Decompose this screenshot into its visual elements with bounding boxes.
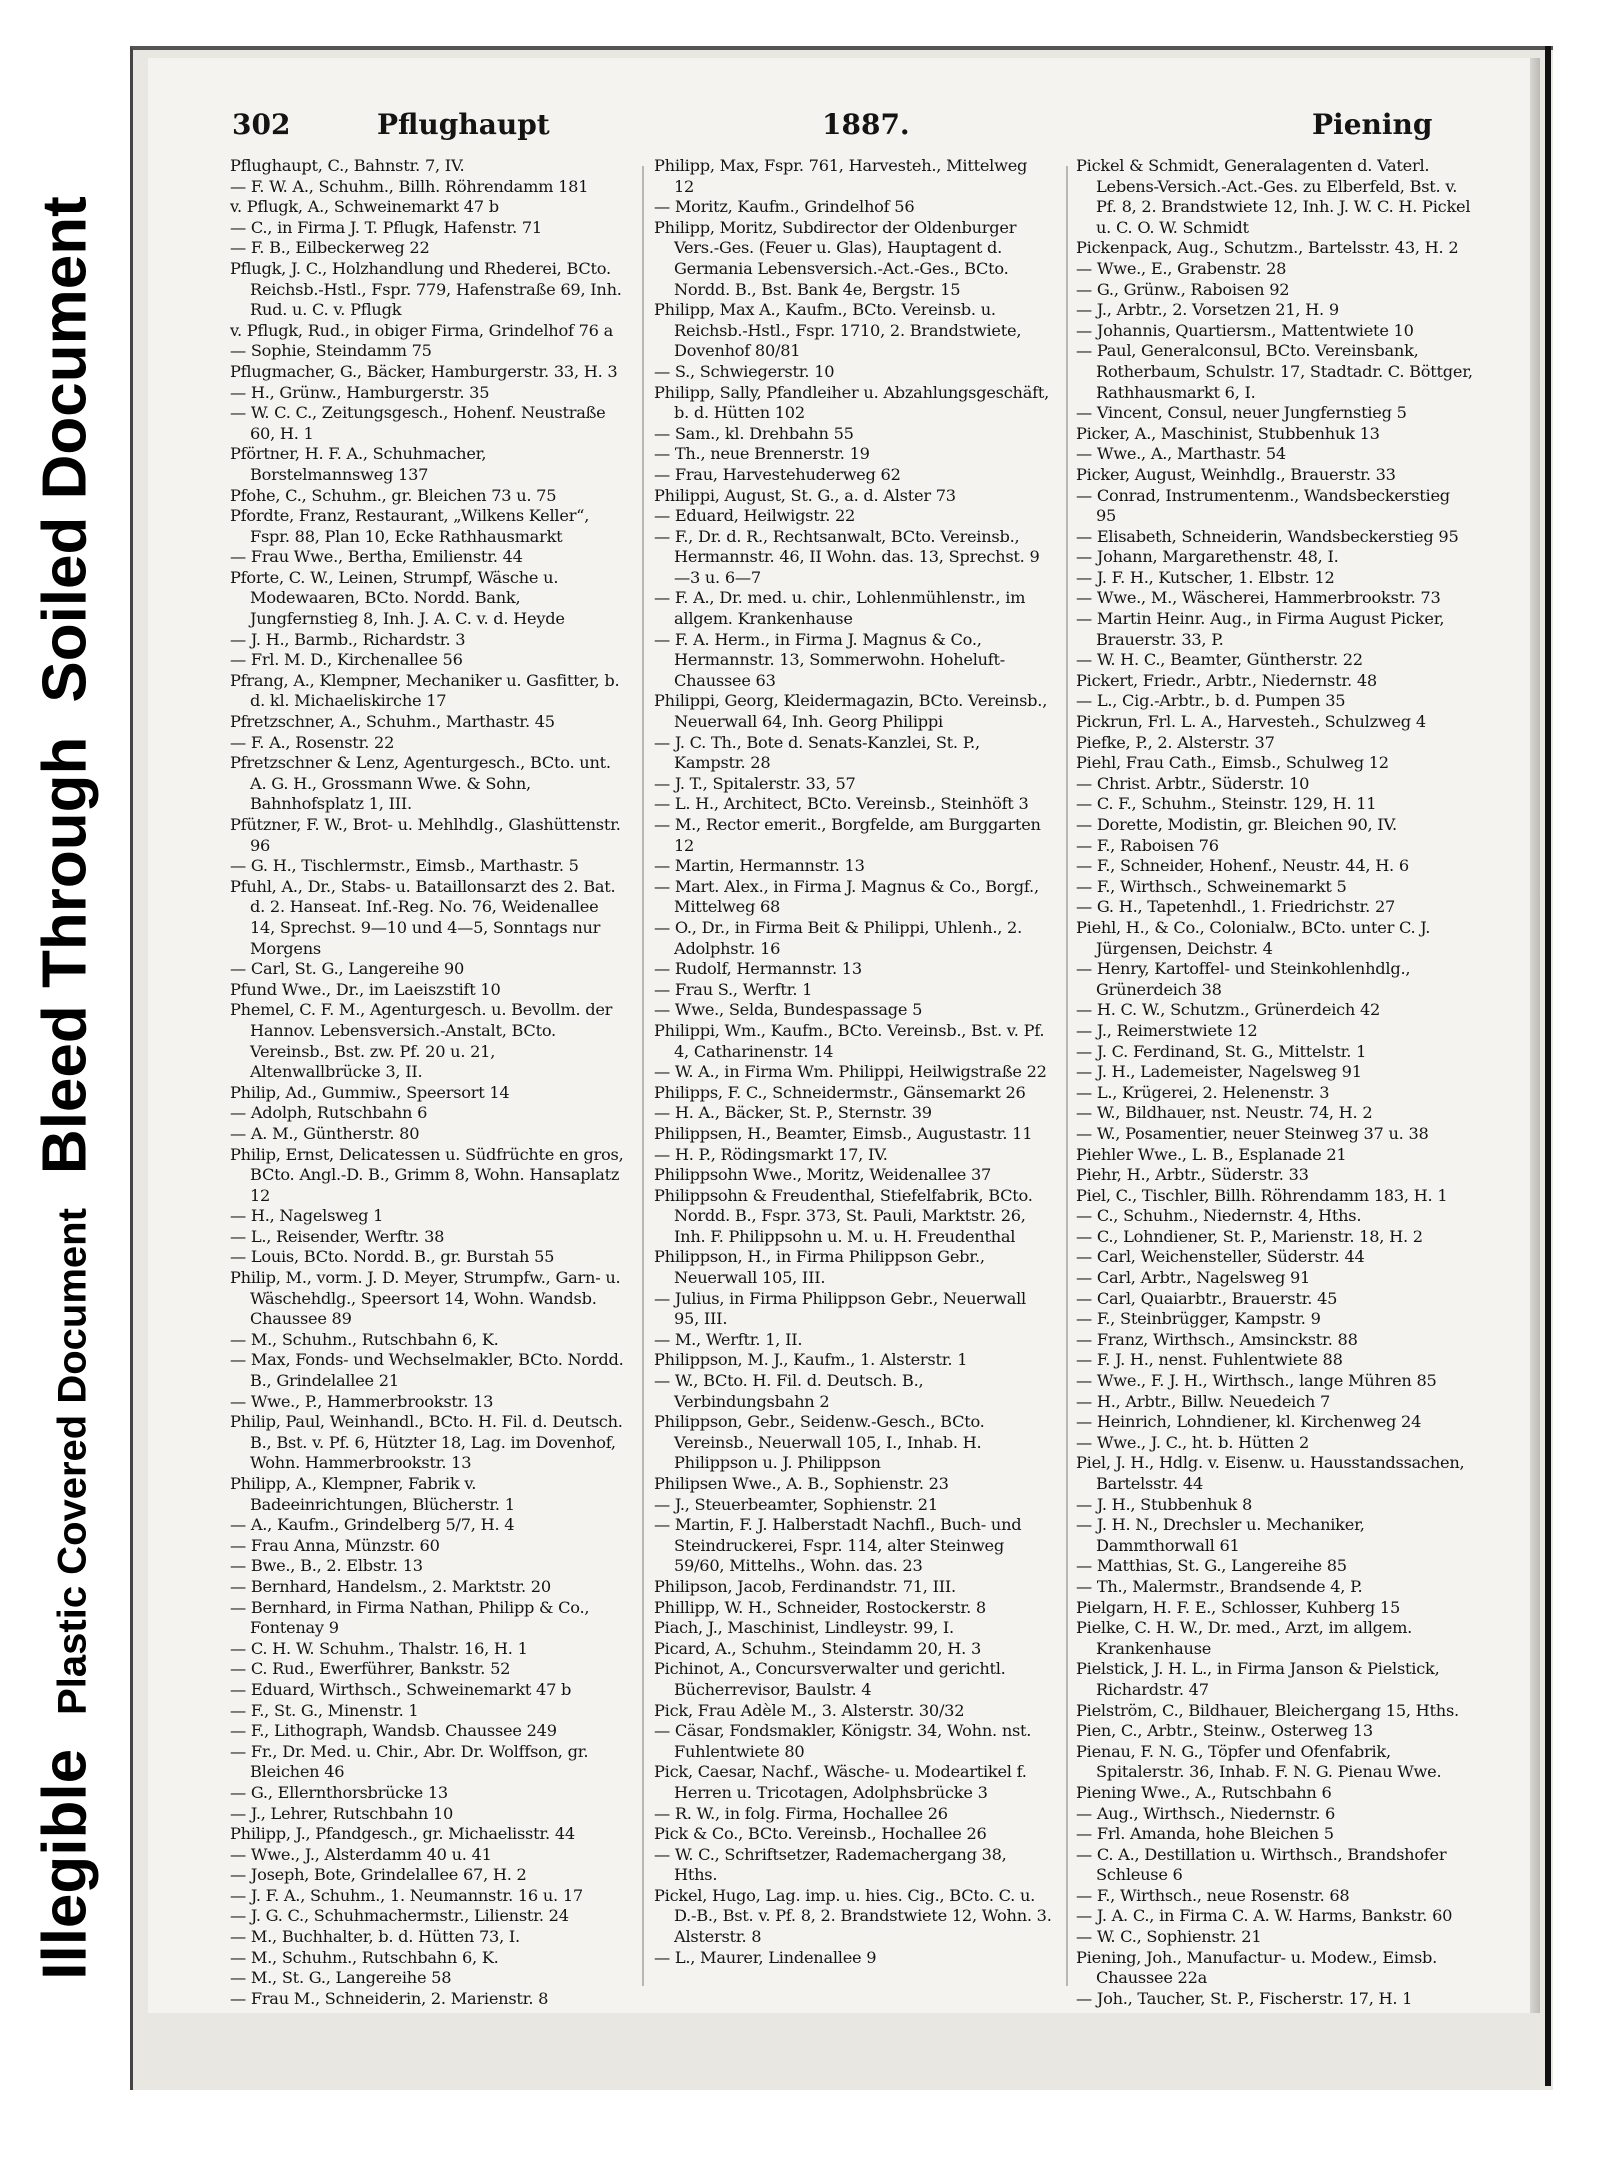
directory-entry: — Johannis, Quartiersm., Mattentwiete 10 <box>1076 320 1414 340</box>
directory-entry: — H., Nagelsweg 1 <box>230 1206 384 1226</box>
directory-entry: — Wwe., J., Alsterdamm 40 u. 41 <box>230 1844 492 1864</box>
directory-entry: — L., Krügerei, 2. Helenenstr. 3 <box>1076 1082 1330 1102</box>
directory-entry: Pfützner, F. W., Brot- u. Mehlhdlg., Glashüttenstr. 96 <box>230 815 621 855</box>
directory-entry: — A. M., Güntherstr. 80 <box>230 1123 420 1143</box>
directory-entry: Philippi, August, St. G., a. d. Alster 73 <box>654 485 956 505</box>
banner-illegible: Illegible <box>30 1748 100 1980</box>
directory-entry: Philipsen Wwe., A. B., Sophienstr. 23 <box>654 1474 949 1493</box>
directory-entry: Pförtner, H. F. A., Schuhmacher, Borstelmannsweg 137 <box>230 444 487 484</box>
directory-entry: — F. A., Rosenstr. 22 <box>230 732 395 752</box>
directory-page <box>148 58 1540 2013</box>
directory-entry: Phillipp, W. H., Schneider, Rostockerstr. 8 <box>654 1597 986 1617</box>
directory-entry: — C., in Firma J. T. Pflugk, Hafenstr. 71 <box>230 217 542 237</box>
directory-entry: — Julius, in Firma Philippson Gebr., Neuerwall 95, III. <box>654 1288 1026 1329</box>
directory-entry: Philipp, J., Pfandgesch., gr. Michaelisstr. 44 <box>230 1824 575 1844</box>
directory-entry: Phemel, C. F. M., Agenturgesch. u. Bevollm. der Hannov. Lebensversich.-Anstalt, BCto. Vereinsb., Bst. zw. Pf. 20 u. 21, Altenwallbrücke 3, II. <box>230 1000 613 1082</box>
directory-entry: — A., Kaufm., Grindelberg 5/7, H. 4 <box>230 1515 515 1535</box>
directory-entry: — Vincent, Consul, neuer Jungfernstieg 5 <box>1076 403 1407 423</box>
directory-entry: Philipp, Max, Fspr. 761, Harvesteh., Mittelweg 12 <box>654 156 1028 196</box>
directory-entry: Piehl, H., & Co., Colonialw., BCto. unter C. J. Jürgensen, Deichstr. 4 <box>1076 917 1431 958</box>
directory-entry: — Wwe., E., Grabenstr. 28 <box>1076 258 1287 278</box>
directory-entry: — W. C., Sophienstr. 21 <box>1076 1927 1262 1947</box>
directory-entry: — H. C. W., Schutzm., Grünerdeich 42 <box>1076 1000 1381 1020</box>
directory-entry: — Wwe., M., Wäscherei, Hammerbrookstr. 73 <box>1076 588 1441 608</box>
directory-entry: — F., Wirthsch., Schweinemarkt 5 <box>1076 876 1347 896</box>
directory-entry: — J. H., Stubbenhuk 8 <box>1076 1494 1253 1514</box>
directory-entry: Philipp, Sally, Pfandleiher u. Abzahlungsgeschäft, b. d. Hütten 102 <box>654 382 1049 423</box>
directory-entry: — J. H., Lademeister, Nagelsweg 91 <box>1076 1062 1362 1082</box>
directory-entry: — Joseph, Bote, Grindelallee 67, H. 2 <box>230 1865 527 1885</box>
directory-entry: — F. A., Dr. med. u. chir., Lohlenmühlenstr., im allgem. Krankenhause <box>654 588 1026 629</box>
directory-entry: — J. F. H., Kutscher, 1. Elbstr. 12 <box>1076 567 1335 587</box>
directory-entry: Pickenpack, Aug., Schutzm., Bartelsstr. 43, H. 2 <box>1076 238 1459 258</box>
directory-entry: Pick, Caesar, Nachf., Wäsche- u. Modeartikel f. Herren u. Tricotagen, Adolphsbrücke 3 <box>654 1762 1027 1802</box>
directory-entry: Piefke, P., 2. Alsterstr. 37 <box>1076 732 1275 752</box>
directory-entry: — L. H., Architect, BCto. Vereinsb., Steinhöft 3 <box>654 794 1029 814</box>
directory-entry: — F., Wirthsch., neue Rosenstr. 68 <box>1076 1885 1350 1905</box>
directory-entry: — G. H., Tischlermstr., Eimsb., Marthastr. 5 <box>230 856 579 876</box>
directory-entry: Pfohe, C., Schuhm., gr. Bleichen 73 u. 75 <box>230 485 557 505</box>
directory-entry: — F. W. A., Schuhm., Billh. Röhrendamm 181 <box>230 176 589 196</box>
directory-entry: Pflugmacher, G., Bäcker, Hamburgerstr. 33, H. 3 <box>230 361 618 381</box>
directory-entry: — Fr., Dr. Med. u. Chir., Abr. Dr. Wolffson, gr. Bleichen 46 <box>230 1741 589 1782</box>
directory-entry: Philippsohn & Freudenthal, Stiefelfabrik, BCto. Nordd. B., Fspr. 373, St. Pauli, Marktstr. 26, Inh. F. Philippsohn u. M. u. H. Freudenthal <box>654 1185 1033 1246</box>
directory-entry: Pflughaupt, C., Bahnstr. 7, IV. <box>230 156 465 175</box>
directory-entry: Philip, Ad., Gummiw., Speersort 14 <box>230 1082 510 1102</box>
directory-entry: — W., Bildhauer, nst. Neustr. 74, H. 2 <box>1076 1103 1373 1123</box>
header-right-keyword: Piening <box>1312 108 1433 141</box>
directory-entry: — H., Grünw., Hamburgerstr. 35 <box>230 382 490 402</box>
directory-entry: — J., Reimerstwiete 12 <box>1076 1020 1258 1040</box>
directory-entry: — Th., Malermstr., Brandsende 4, P. <box>1076 1576 1363 1596</box>
directory-entry: — Wwe., F. J. H., Wirthsch., lange Mühren 85 <box>1076 1371 1437 1391</box>
directory-entry: — C. F., Schuhm., Steinstr. 129, H. 11 <box>1076 794 1377 814</box>
directory-entry: — F. B., Eilbeckerweg 22 <box>230 238 430 258</box>
directory-entry: — Carl, Weichensteller, Süderstr. 44 <box>1076 1247 1365 1267</box>
directory-entry: Philippi, Wm., Kaufm., BCto. Vereinsb., Bst. v. Pf. 4, Catharinenstr. 14 <box>654 1020 1045 1061</box>
directory-entry: — M., St. G., Langereihe 58 <box>230 1968 452 1988</box>
directory-entry: — Christ. Arbtr., Süderstr. 10 <box>1076 773 1310 793</box>
directory-entry: — Frl. Amanda, hohe Bleichen 5 <box>1076 1824 1334 1844</box>
directory-entry: — W., BCto. H. Fil. d. Deutsch. B., Verbindungsbahn 2 <box>654 1371 924 1411</box>
directory-entry: — W., Posamentier, neuer Steinweg 37 u. 38 <box>1076 1123 1429 1143</box>
directory-entry: — Martin Heinr. Aug., in Firma August Picker, Brauerstr. 33, P. <box>1076 609 1445 649</box>
banner-bleed-through: Bleed Through <box>30 736 100 1175</box>
directory-entry: — Matthias, St. G., Langereihe 85 <box>1076 1556 1347 1576</box>
directory-entry: — L., Cig.-Arbtr., b. d. Pumpen 35 <box>1076 691 1346 711</box>
directory-entry: — Mart. Alex., in Firma J. Magnus & Co., Borgf., Mittelweg 68 <box>654 876 1039 917</box>
directory-entry: — C., Lohndiener, St. P., Marienstr. 18, H. 2 <box>1076 1226 1423 1246</box>
directory-entry: Pfund Wwe., Dr., im Laeiszstift 10 <box>230 979 501 999</box>
directory-entry: — Aug., Wirthsch., Niedernstr. 6 <box>1076 1803 1336 1823</box>
directory-entry: Pickert, Friedr., Arbtr., Niedernstr. 48 <box>1076 670 1377 690</box>
directory-entry: — R. W., in folg. Firma, Hochallee 26 <box>654 1803 948 1823</box>
page-header <box>232 108 1482 154</box>
directory-entry: — Franz, Wirthsch., Amsinckstr. 88 <box>1076 1329 1358 1349</box>
directory-entry: — F., Raboisen 76 <box>1076 835 1219 855</box>
directory-entry: — Paul, Generalconsul, BCto. Vereinsbank, Rotherbaum, Schulstr. 17, Stadtadr. C. Böttger, Rathhausmarkt 6, I. <box>1076 341 1473 402</box>
directory-entry: — Th., neue Brennerstr. 19 <box>654 444 870 464</box>
directory-entry: — J. T., Spitalerstr. 33, 57 <box>654 773 856 793</box>
directory-entry: — Cäsar, Fondsmakler, Königstr. 34, Wohn. nst. Fuhlentwiete 80 <box>654 1721 1032 1761</box>
directory-entry: — J., Arbtr., 2. Vorsetzen 21, H. 9 <box>1076 300 1339 320</box>
directory-entry: Philip, M., vorm. J. D. Meyer, Strumpfw., Garn- u. Wäschehdlg., Speersort 14, Wohn. Wandsb. Chaussee 89 <box>230 1268 621 1329</box>
directory-entry: Philipp, Max A., Kaufm., BCto. Vereinsb. u. Reichsb.-Hstl., Fspr. 1710, 2. Brandstwiete, Dovenhof 80/81 <box>654 300 1022 361</box>
directory-entry: Pien, C., Arbtr., Steinw., Osterweg 13 <box>1076 1721 1373 1741</box>
directory-entry: — Rudolf, Hermannstr. 13 <box>654 959 862 979</box>
directory-entry: — M., Buchhalter, b. d. Hütten 73, I. <box>230 1927 520 1947</box>
directory-column-3 <box>1076 156 1474 2008</box>
directory-entry: v. Pflugk, A., Schweinemarkt 47 b <box>230 197 499 217</box>
directory-entry: — F. A. Herm., in Firma J. Magnus & Co., Hermannstr. 13, Sommerwohn. Hoheluft-Chaussee 63 <box>654 629 1006 690</box>
banner-soiled: Soiled Document <box>30 196 100 703</box>
directory-entry: — Frau, Harvestehuderweg 62 <box>654 464 901 484</box>
directory-entry: Philippsen, H., Beamter, Eimsb., Augustastr. 11 <box>654 1123 1033 1143</box>
directory-entry: — J., Steuerbeamter, Sophienstr. 21 <box>654 1494 938 1514</box>
directory-entry: Piehr, H., Arbtr., Süderstr. 33 <box>1076 1165 1309 1185</box>
directory-entry: — O., Dr., in Firma Beit & Philippi, Uhlenh., 2. Adolphstr. 16 <box>654 917 1022 958</box>
directory-entry: Philipps, F. C., Schneidermstr., Gänsemarkt 26 <box>654 1082 1026 1102</box>
directory-entry: Piel, J. H., Hdlg. v. Eisenw. u. Hausstandssachen, Bartelsstr. 44 <box>1076 1453 1465 1493</box>
directory-entry: — Frau S., Werftr. 1 <box>654 979 813 999</box>
directory-entry: Philippson, M. J., Kaufm., 1. Alsterstr. 1 <box>654 1350 968 1370</box>
directory-entry: — Martin, Hermannstr. 13 <box>654 856 865 876</box>
directory-entry: — Carl, St. G., Langereihe 90 <box>230 959 465 979</box>
banner-plastic-covered: Plastic Covered Document <box>50 1208 95 1715</box>
directory-entry: — H. P., Rödingsmarkt 17, IV. <box>654 1144 888 1164</box>
directory-entry: Picker, August, Weinhdlg., Brauerstr. 33 <box>1076 464 1396 484</box>
directory-entry: — Sam., kl. Drehbahn 55 <box>654 423 854 443</box>
scan-status-banner <box>0 0 130 2177</box>
directory-entry: v. Pflugk, Rud., in obiger Firma, Grindelhof 76 a <box>230 320 614 340</box>
directory-entry: — M., Schuhm., Rutschbahn 6, K. <box>230 1947 499 1967</box>
directory-entry: — F., Dr. d. R., Rechtsanwalt, BCto. Vereinsb., Hermannstr. 46, II Wohn. das. 13, Sprechst. 9—3 u. 6—7 <box>654 526 1040 587</box>
directory-entry: — Moritz, Kaufm., Grindelhof 56 <box>654 197 915 217</box>
directory-entry: — Joh., Taucher, St. P., Fischerstr. 17, H. 1 <box>1076 1988 1413 2008</box>
directory-entry: Philipson, Jacob, Ferdinandstr. 71, III. <box>654 1576 956 1596</box>
directory-column-1 <box>230 156 628 2008</box>
directory-entry: — Wwe., Selda, Bundespassage 5 <box>654 1000 923 1020</box>
directory-entry: — Frl. M. D., Kirchenallee 56 <box>230 650 463 670</box>
directory-entry: Pienau, F. N. G., Töpfer und Ofenfabrik, Spitalerstr. 36, Inhab. F. N. G. Pienau Wwe. <box>1076 1741 1442 1782</box>
directory-entry: — F., Steinbrügger, Kampstr. 9 <box>1076 1309 1321 1329</box>
directory-entry: — Eduard, Wirthsch., Schweinemarkt 47 b <box>230 1679 572 1699</box>
directory-entry: — Frau Wwe., Bertha, Emilienstr. 44 <box>230 547 523 567</box>
directory-entry: — Johann, Margarethenstr. 48, I. <box>1076 547 1339 567</box>
directory-entry: Pfrang, A., Klempner, Mechaniker u. Gasfitter, b. d. kl. Michaeliskirche 17 <box>230 670 620 711</box>
directory-entry: — J. G. C., Schuhmachermstr., Lilienstr. 24 <box>230 1906 569 1926</box>
page-edge-shadow <box>1545 46 1551 2086</box>
directory-entry: Piach, J., Maschinist, Lindleystr. 99, I. <box>654 1618 954 1638</box>
directory-entry: Pfuhl, A., Dr., Stabs- u. Bataillonsarzt des 2. Bat. d. 2. Hanseat. Inf.-Reg. No. 76, Weidenallee 14, Sprechst. 9—10 und 4—5, Sonntags nur Morgens <box>230 876 616 958</box>
directory-entry: — C. H. W. Schuhm., Thalstr. 16, H. 1 <box>230 1638 528 1658</box>
directory-entry: — W. H. C., Beamter, Güntherstr. 22 <box>1076 650 1363 670</box>
directory-entry: — H. A., Bäcker, St. P., Sternstr. 39 <box>654 1103 932 1123</box>
directory-entry: — G., Grünw., Raboisen 92 <box>1076 279 1290 299</box>
directory-entry: Piening, Joh., Manufactur- u. Modew., Eimsb. Chaussee 22a <box>1076 1947 1438 1988</box>
directory-entry: — Wwe., P., Hammerbrookstr. 13 <box>230 1391 494 1411</box>
directory-entry: — Henry, Kartoffel- und Steinkohlenhdlg., Grünerdeich 38 <box>1076 959 1411 999</box>
directory-entry: — M., Schuhm., Rutschbahn 6, K. <box>230 1329 499 1349</box>
directory-entry: Picard, A., Schuhm., Steindamm 20, H. 3 <box>654 1638 982 1658</box>
directory-entry: — Louis, BCto. Nordd. B., gr. Burstah 55 <box>230 1247 555 1267</box>
directory-entry: — G. H., Tapetenhdl., 1. Friedrichstr. 27 <box>1076 897 1396 917</box>
directory-entry: Pfordte, Franz, Restaurant, „Wilkens Keller“, Fspr. 88, Plan 10, Ecke Rathhausmarkt <box>230 506 590 546</box>
directory-entry: Pickel, Hugo, Lag. imp. u. hies. Cig., BCto. C. u. D.-B., Bst. v. Pf. 8, 2. Brandstwiete 12, Wohn. 3. Alsterstr. 8 <box>654 1885 1052 1947</box>
directory-entry: — F. J. H., nenst. Fuhlentwiete 88 <box>1076 1350 1343 1370</box>
directory-entry: — Carl, Arbtr., Nagelsweg 91 <box>1076 1268 1311 1288</box>
directory-entry: — C. A., Destillation u. Wirthsch., Brandshofer Schleuse 6 <box>1076 1844 1447 1885</box>
directory-entry: Philippson, H., in Firma Philippson Gebr., Neuerwall 105, III. <box>654 1247 985 1288</box>
directory-entry: — Martin, F. J. Halberstadt Nachfl., Buch- und Steindruckerei, Fspr. 114, alter Steinweg 59/60, Mittelhs., Wohn. das. 23 <box>654 1515 1022 1576</box>
directory-entry: — J. C. Ferdinand, St. G., Mittelstr. 1 <box>1076 1041 1367 1061</box>
directory-entry: — C. Rud., Ewerführer, Bankstr. 52 <box>230 1659 511 1679</box>
directory-entry: — Frau Anna, Münzstr. 60 <box>230 1535 440 1555</box>
directory-entry: Piel, C., Tischler, Billh. Röhrendamm 183, H. 1 <box>1076 1185 1448 1205</box>
directory-entry: — Frau M., Schneiderin, 2. Marienstr. 8 <box>230 1988 549 2008</box>
directory-entry: Piehler Wwe., L. B., Esplanade 21 <box>1076 1144 1347 1164</box>
directory-entry: Philip, Ernst, Delicatessen u. Südfrüchte en gros, BCto. Angl.-D. B., Grimm 8, Wohn. Hansaplatz 12 <box>230 1144 624 1205</box>
directory-entry: Pielke, C. H. W., Dr. med., Arzt, im allgem. Krankenhause <box>1076 1618 1413 1658</box>
directory-entry: Picker, A., Maschinist, Stubbenhuk 13 <box>1076 423 1380 443</box>
directory-entry: Pflugk, J. C., Holzhandlung und Rhederei, BCto. Reichsb.-Hstl., Fspr. 779, Hafenstraße 69, Inh. Rud. u. C. v. Pflugk <box>230 258 622 320</box>
directory-entry: — J., Lehrer, Rutschbahn 10 <box>230 1803 454 1823</box>
directory-entry: Pfretzschner, A., Schuhm., Marthastr. 45 <box>230 712 555 732</box>
directory-entry: — M., Werftr. 1, II. <box>654 1329 803 1349</box>
directory-entry: Pick, Frau Adèle M., 3. Alsterstr. 30/32 <box>654 1700 965 1720</box>
directory-entry: Philippson, Gebr., Seidenw.-Gesch., BCto. Vereinsb., Neuerwall 105, I., Inhab. H. Philippson u. J. Philippson <box>654 1412 985 1473</box>
directory-entry: — W. C., Schriftsetzer, Rademachergang 38, Hths. <box>654 1844 1007 1885</box>
page-number: 302 <box>232 108 291 141</box>
directory-entry: Pielgarn, H. F. E., Schlosser, Kuhberg 15 <box>1076 1597 1401 1617</box>
directory-entry: — Bernhard, Handelsm., 2. Marktstr. 20 <box>230 1576 551 1596</box>
directory-entry: Pickrun, Frl. L. A., Harvesteh., Schulzweg 4 <box>1076 712 1426 732</box>
directory-entry: — Adolph, Rutschbahn 6 <box>230 1103 428 1123</box>
directory-entry: Philip, Paul, Weinhandl., BCto. H. Fil. d. Deutsch. B., Bst. v. Pf. 6, Hützter 18, Lag. im Dovenhof, Wohn. Hammerbrookstr. 13 <box>230 1412 623 1473</box>
directory-entry: — L., Maurer, Lindenallee 9 <box>654 1947 877 1967</box>
directory-entry: — Sophie, Steindamm 75 <box>230 341 432 361</box>
directory-entry: — Wwe., A., Marthastr. 54 <box>1076 444 1286 464</box>
directory-entry: — J. A. C., in Firma C. A. W. Harms, Bankstr. 60 <box>1076 1906 1453 1926</box>
directory-entry: — W. A., in Firma Wm. Philippi, Heilwigstraße 22 <box>654 1062 1047 1082</box>
directory-entry: Pick & Co., BCto. Vereinsb., Hochallee 26 <box>654 1824 987 1844</box>
directory-entry: — J. C. Th., Bote d. Senats-Kanzlei, St. P., Kampstr. 28 <box>654 732 980 773</box>
directory-entry: Pforte, C. W., Leinen, Strumpf, Wäsche u. Modewaaren, BCto. Nordd. Bank, Jungfernstieg 8, Inh. J. A. C. v. d. Heyde <box>230 567 565 629</box>
directory-entry: Pickel & Schmidt, Generalagenten d. Vaterl. Lebens-Versich.-Act.-Ges. zu Elberfeld, Bst. v. Pf. 8, 2. Brandstwiete 12, Inh. J. W. C. H. Pickel u. C. O. W. Schmidt <box>1076 156 1471 237</box>
directory-entry: — Heinrich, Lohndiener, kl. Kirchenweg 24 <box>1076 1412 1422 1432</box>
directory-entry: Piehl, Frau Cath., Eimsb., Schulweg 12 <box>1076 753 1389 773</box>
directory-entry: — J. F. A., Schuhm., 1. Neumannstr. 16 u. 17 <box>230 1885 583 1905</box>
directory-entry: — Wwe., J. C., ht. b. Hütten 2 <box>1076 1432 1309 1452</box>
directory-entry: — Bwe., B., 2. Elbstr. 13 <box>230 1556 423 1576</box>
directory-entry: — Eduard, Heilwigstr. 22 <box>654 506 856 526</box>
directory-entry: — Elisabeth, Schneiderin, Wandsbeckerstieg 95 <box>1076 526 1459 546</box>
directory-entry: Philipp, A., Klempner, Fabrik v. Badeeinrichtungen, Blücherstr. 1 <box>230 1474 515 1514</box>
header-year: 1887. <box>822 108 910 141</box>
directory-entry: — S., Schwiegerstr. 10 <box>654 361 835 381</box>
directory-entry: — Max, Fonds- und Wechselmakler, BCto. Nordd. B., Grindelallee 21 <box>230 1350 624 1391</box>
directory-entry: — Bernhard, in Firma Nathan, Philipp & Co., Fontenay 9 <box>230 1597 590 1638</box>
directory-entry: — H., Arbtr., Billw. Neuedeich 7 <box>1076 1391 1331 1411</box>
directory-entry: — F., St. G., Minenstr. 1 <box>230 1700 419 1720</box>
header-left-keyword: Pflughaupt <box>377 108 550 141</box>
directory-entry: Piening Wwe., A., Rutschbahn 6 <box>1076 1782 1332 1802</box>
directory-entry: — J. H., Barmb., Richardstr. 3 <box>230 629 466 649</box>
directory-entry: — J. H. N., Drechsler u. Mechaniker, Dammthorwall 61 <box>1076 1515 1365 1555</box>
directory-entry: — F., Lithograph, Wandsb. Chaussee 249 <box>230 1721 557 1741</box>
directory-entry: — Carl, Quaiarbtr., Brauerstr. 45 <box>1076 1288 1338 1308</box>
directory-entry: Philippsohn Wwe., Moritz, Weidenallee 37 <box>654 1165 992 1185</box>
directory-column-2 <box>654 156 1052 1986</box>
directory-entry: — Dorette, Modistin, gr. Bleichen 90, IV. <box>1076 815 1397 834</box>
directory-entry: — G., Ellernthorsbrücke 13 <box>230 1782 448 1802</box>
directory-entry: Pfretzschner & Lenz, Agenturgesch., BCto. unt. A. G. H., Grossmann Wwe. & Sohn, Bahnhofsplatz 1, III. <box>230 753 611 814</box>
directory-entry: — M., Rector emerit., Borgfelde, am Burggarten 12 <box>654 815 1041 855</box>
directory-entry: — C., Schuhm., Niedernstr. 4, Hths. <box>1076 1206 1362 1226</box>
directory-entry: Pichinot, A., Concursverwalter und gerichtl. Bücherrevisor, Baulstr. 4 <box>654 1659 1006 1699</box>
directory-entry: — W. C. C., Zeitungsgesch., Hohenf. Neustraße 60, H. 1 <box>230 403 606 443</box>
directory-entry: — L., Reisender, Werftr. 38 <box>230 1226 445 1246</box>
column-divider <box>1066 166 1068 1986</box>
directory-entry: — F., Schneider, Hohenf., Neustr. 44, H. 6 <box>1076 856 1409 876</box>
directory-entry: — Conrad, Instrumentenm., Wandsbeckerstieg 95 <box>1076 485 1450 526</box>
directory-entry: Pielström, C., Bildhauer, Bleichergang 15, Hths. <box>1076 1700 1459 1720</box>
directory-entry: Pielstick, J. H. L., in Firma Janson & Pielstick, Richardstr. 47 <box>1076 1659 1440 1699</box>
directory-entry: Philipp, Moritz, Subdirector der Oldenburger Vers.-Ges. (Feuer u. Glas), Hauptagent d. Germania Lebensversich.-Act.-Ges., BCto. Nordd. B., Bst. Bank 4e, Bergstr. 15 <box>654 217 1017 299</box>
column-divider <box>642 166 644 1986</box>
directory-entry: Philippi, Georg, Kleidermagazin, BCto. Vereinsb., Neuerwall 64, Inh. Georg Philippi <box>654 691 1048 732</box>
